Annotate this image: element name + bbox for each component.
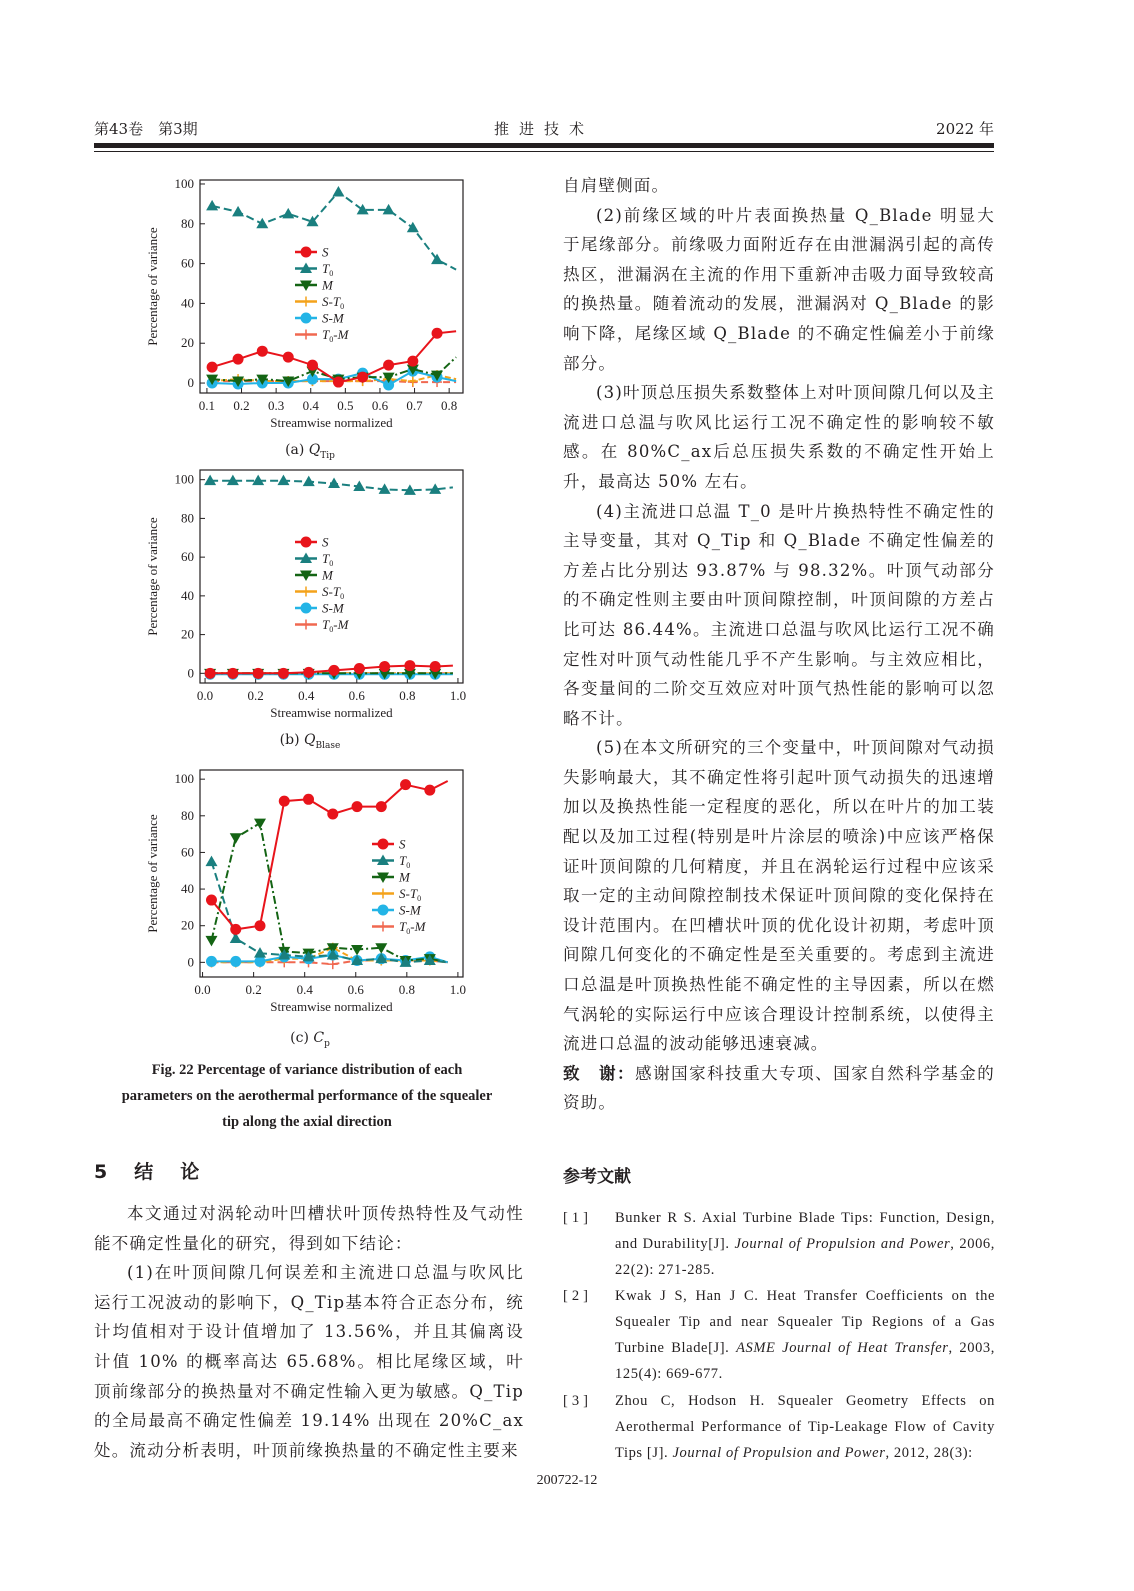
svg-text:0.8: 0.8 xyxy=(399,688,416,703)
section-title: 5 结 论 xyxy=(94,1161,204,1183)
conclusion-item-1: (1)在叶顶间隙几何误差和主流进口总温与吹风比运行工况波动的影响下，Q_Tip基本符合正态分布，统计均值相对于设计值增加了 13.56%，并且其偏离设计值 10% 的概率高达 65.68%。相比尾缘区域，叶顶前缘部分的换热量对不确定性输入更为敏感。Q_Tip的全局最高不确定性偏差 19.14% 出现在 20%C_ax处。流动分析表明，叶顶前缘换热量的不确定性主要来 xyxy=(94,1263,524,1460)
svg-text:0.8: 0.8 xyxy=(441,398,458,413)
svg-text:S-T0: $S-T_0$ xyxy=(322,294,345,311)
svg-text:20: 20 xyxy=(181,917,194,933)
svg-text:40: 40 xyxy=(181,881,194,897)
svg-text:60: 60 xyxy=(181,549,194,565)
svg-text:1.0: 1.0 xyxy=(449,688,467,703)
svg-text:0.7: 0.7 xyxy=(406,398,423,413)
chart-c-plot xyxy=(140,760,480,1040)
svg-text:0.4: 0.4 xyxy=(296,982,313,997)
svg-text:80: 80 xyxy=(181,807,194,823)
header-rule-thin xyxy=(94,151,994,152)
svg-text:T0-M: $T_0-M$ xyxy=(322,327,349,344)
svg-text:0.4: 0.4 xyxy=(298,688,315,703)
svg-text:100: 100 xyxy=(174,771,194,787)
svg-text:T0: $T_0$ xyxy=(322,261,334,278)
figure-c xyxy=(140,760,480,1060)
svg-text:S: S xyxy=(399,836,406,852)
svg-text:100: 100 xyxy=(174,471,194,487)
year: 2022 年 xyxy=(936,120,994,138)
svg-text:40: 40 xyxy=(181,587,194,603)
svg-text:Streamwise normalized: Streamwise normalized xyxy=(270,705,393,720)
svg-text:0.0: 0.0 xyxy=(196,688,214,703)
subcaption-b: (b) $Q_{Blase}$ xyxy=(279,732,341,751)
svg-text:T0: $T_0$ xyxy=(322,551,334,568)
svg-text:80: 80 xyxy=(181,215,194,231)
header-rule-thick xyxy=(94,143,994,148)
ack-label: 致 谢： xyxy=(563,1063,636,1083)
svg-text:S-M: S-M xyxy=(322,310,344,326)
svg-text:Percentage of variance: Percentage of variance xyxy=(145,814,160,933)
svg-text:0.0: 0.0 xyxy=(194,982,211,997)
svg-text:0.2: 0.2 xyxy=(245,982,262,997)
chart-b-plot xyxy=(140,460,480,740)
svg-text:0.3: 0.3 xyxy=(268,398,285,413)
svg-text:Percentage of variance: Percentage of variance xyxy=(145,517,160,636)
svg-text:Percentage of variance: Percentage of variance xyxy=(145,227,160,346)
figure-a xyxy=(140,170,480,470)
svg-text:M: M xyxy=(399,869,410,885)
conclusion-item-4: (4)主流进口总温 T_0 是叶片换热特性不确定性的主导变量，其对 Q_Tip 和 Q_Blade 不确定性偏差的方差占比分别达 93.87% 与 98.32%。叶顶气动部分的不确定性则主要由叶顶间隙控制，叶顶间隙的方差占比可达 86.44%。主流进口总温与吹风比运行工况不确定性对叶顶气动性能几乎不产生影响。与主效应相比，各变量间的二阶交互效应对叶顶气热性能的影响可以忽略不计。 xyxy=(563,501,995,728)
svg-text:0.6: 0.6 xyxy=(371,398,389,413)
conclusion-item-3: (3)叶顶总压损失系数整体上对叶顶间隙几何以及主流进口总温与吹风比运行工况不确定性的影响较不敏感。在 80%C_ax后总压损失系数的不确定性开始上升，最高达 50% 左右。 xyxy=(563,383,995,491)
svg-text:T0-M: $T_0-M$ xyxy=(399,919,426,936)
svg-text:80: 80 xyxy=(181,510,194,526)
reference-2: [2] Kwak J S, Han J C. Heat Transfer Coefficients on the Squealer Tip and near Squealer Tip Regions of a Gas Turbine Blade[J]. ASME Journal of Heat Transfer, 2003, 125(4): 669-677. xyxy=(563,1288,995,1382)
right-column-text xyxy=(563,171,995,1118)
acknowledgement xyxy=(563,1059,995,1118)
page-number: 200722-12 xyxy=(536,1473,598,1488)
svg-text:0: 0 xyxy=(187,665,194,681)
svg-text:60: 60 xyxy=(181,255,194,271)
svg-text:S-T0: $S-T_0$ xyxy=(399,886,422,903)
svg-text:0.2: 0.2 xyxy=(233,398,250,413)
svg-text:0.6: 0.6 xyxy=(348,688,365,703)
svg-text:Streamwise normalized: Streamwise normalized xyxy=(270,415,393,430)
ack-text: 感谢国家科技重大专项、国家自然科学基金的资助。 xyxy=(563,1063,995,1113)
svg-text:1.0: 1.0 xyxy=(449,982,467,997)
reference-1: [1] Bunker R S. Axial Turbine Blade Tips: Function, Design, and Durability[J]. Journal of Propulsion and Power, 2006, 22(2): 271-285. xyxy=(563,1210,995,1278)
svg-text:0: 0 xyxy=(187,375,194,391)
svg-text:S-M: S-M xyxy=(399,902,421,918)
figure-caption: Fig. 22 Percentage of variance distribution of each parameters on the aerothermal performance of the squealer tip along the axial direction xyxy=(121,1062,493,1130)
svg-text:0.2: 0.2 xyxy=(247,688,264,703)
svg-text:S-M: S-M xyxy=(322,600,344,616)
subcaption-a: (a) $Q_{Tip}$ xyxy=(285,442,335,461)
running-header xyxy=(94,118,994,142)
conclusion-intro: 本文通过对涡轮动叶凹槽状叶顶传热特性及气动性能不确定性量化的研究，得到如下结论： xyxy=(94,1204,524,1253)
subcaption-c: (c) $C_p$ xyxy=(290,1030,330,1049)
svg-text:100: 100 xyxy=(174,175,194,191)
svg-text:60: 60 xyxy=(181,844,194,860)
svg-text:S: S xyxy=(322,244,329,260)
references-title: 参考文献 xyxy=(563,1167,631,1187)
continued-text: 自肩壁侧面。 xyxy=(563,176,670,195)
svg-text:0.5: 0.5 xyxy=(337,398,354,413)
svg-text:0.8: 0.8 xyxy=(398,982,415,997)
svg-text:0: 0 xyxy=(187,954,194,970)
volume-issue: 第43卷 第3期 xyxy=(94,120,198,138)
svg-text:0.6: 0.6 xyxy=(347,982,364,997)
conclusion-item-2: (2)前缘区域的叶片表面换热量 Q_Blade 明显大于尾缘部分。前缘吸力面附近存在由泄漏涡引起的高传热区，泄漏涡在主流的作用下重新冲击吸力面导致较高的换热量。随着流动的发展，泄漏涡对 Q_Blade 的影响下降，尾缘区域 Q_Blade 的不确定性偏差小于前缘部分。 xyxy=(563,205,995,373)
svg-text:M: M xyxy=(322,567,333,583)
svg-text:S-T0: $S-T_0$ xyxy=(322,584,345,601)
conclusion-item-5: (5)在本文所研究的三个变量中，叶顶间隙对气动损失影响最大，其不确定性将引起叶顶气动损失的迅速增加以及换热性能一定程度的恶化，所以在叶片的加工装配以及加工过程(特别是叶片涂层的喷涂)中应该严格保证叶顶间隙的几何精度，并且在涡轮运行过程中应该采取一定的主动间隙控制技术保证叶顶间隙的变化保持在设计范围内。在凹槽状叶顶的优化设计初期，考虑叶顶间隙几何变化的不确定性是至关重要的。考虑到主流进口总温是叶顶换热性能不确定性的主导因素，所以在燃气涡轮的实际运行中应该合理设计控制系统，以使得主流进口总温的波动能够迅速衰减。 xyxy=(563,738,995,1054)
reference-3: [3] Zhou C, Hodson H. Squealer Geometry Effects on Aerothermal Performance of Tip-Leakage Flow of Cavity Tips [J]. Journal of Propulsion and Power, 2012, 28(3): xyxy=(563,1393,995,1461)
journal-name: 推进技术 xyxy=(493,120,594,138)
figure-b xyxy=(140,460,480,760)
svg-text:0.4: 0.4 xyxy=(302,398,319,413)
svg-text:0.1: 0.1 xyxy=(198,398,216,413)
left-column-text xyxy=(94,1199,524,1465)
svg-text:40: 40 xyxy=(181,295,194,311)
svg-text:20: 20 xyxy=(181,626,194,642)
svg-text:Streamwise normalized: Streamwise normalized xyxy=(270,999,393,1014)
svg-text:T0: $T_0$ xyxy=(399,853,411,870)
svg-text:20: 20 xyxy=(181,335,194,351)
svg-text:T0-M: $T_0-M$ xyxy=(322,617,349,634)
svg-text:S: S xyxy=(322,534,329,550)
svg-text:M: M xyxy=(322,277,333,293)
chart-a-plot xyxy=(140,170,480,450)
